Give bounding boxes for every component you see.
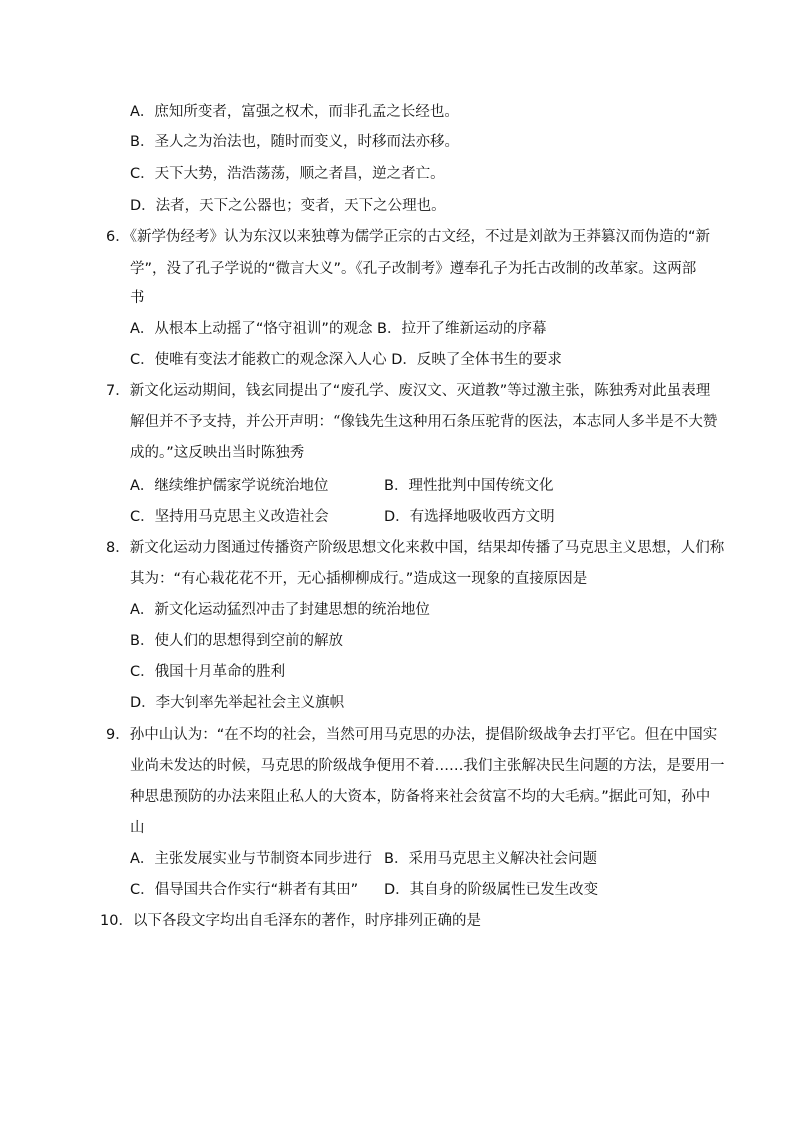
q9-stem-line3: 种思患预防的办法来阻止私人的大资本，防备将来社会贫富不均的大毛病。”据此可知，孙中: [130, 789, 711, 805]
q8-option-a: A．新文化运动猛烈冲击了封建思想的统治地位: [130, 602, 430, 618]
q5-option-d: D．法者，天下之公器也；变者，天下之公理也。: [130, 198, 446, 214]
q9-stem-line1: 9．孙中山认为：“在不均的社会，当然可用马克思的办法，提倡阶级战争去打平它。但在中国实: [106, 727, 718, 743]
q9-option-a: A．主张发展实业与节制资本同步进行: [130, 851, 372, 867]
q7-quote: “像钱先生这种用石条压驼背的医法，本志同人多半是不大赞: [333, 414, 718, 430]
q9-stem-line2: 业尚未发达的时候，马克思的阶级战争便用不着……我们主张解决民生问题的方法，是要用一: [130, 758, 725, 774]
q9-option-c: C．倡导国共合作实行“耕者有其田”: [130, 882, 359, 898]
q7-stem-line1: 7．新文化运动期间，钱玄同提出了“废孔学、废汉文、灭道教”等过激主张，陈独秀对此虽表理: [106, 383, 711, 399]
q7-stem-line3: 成的。”这反映出当时陈独秀: [130, 445, 305, 461]
q7-stem-line2-text: 解但并不予支持，并公开声明：: [130, 414, 333, 430]
q7-stem-line2: [130, 412, 717, 432]
q8-option-d: D．李大钊率先举起社会主义旗帜: [130, 695, 345, 711]
q6-options-cd: C．使唯有变法才能救亡的观念深入人心 D．反映了全体书生的要求: [130, 352, 562, 368]
q6-stem-line2: 学”，没了孔子学说的“微言大义”。《孔子改制考》遵奉孔子为托古改制的改革家。这两部: [130, 261, 697, 277]
q8-option-b: B．使人们的思想得到空前的解放: [130, 633, 343, 649]
q9-option-b: B．采用马克思主义解决社会问题: [384, 851, 597, 867]
q10-stem-line1: 10．以下各段文字均出自毛泽东的著作，时序排列正确的是: [100, 913, 481, 929]
q5-option-c: C．天下大势，浩浩荡荡，顺之者昌，逆之者亡。: [130, 166, 445, 182]
q5-option-b: B．圣人之为治法也，随时而变义，时移而法亦移。: [130, 134, 459, 150]
q7-option-d: D．有选择地吸收西方文明: [384, 509, 555, 525]
q7-option-c: C．坚持用马克思主义改造社会: [130, 509, 329, 525]
q6-stem-line1: 6．《新学伪经考》认为东汉以来独尊为儒学正宗的古文经，不过是刘歆为王莽篡汉而伪造的“新: [106, 229, 710, 245]
q8-option-c: C．俄国十月革命的胜利: [130, 664, 286, 680]
q6-stem-line3: 书: [130, 290, 145, 306]
q7-option-a: A．继续维护儒家学说统治地位: [130, 478, 329, 494]
q8-stem-line1: 8．新文化运动力图通过传播资产阶级思想文化来救中国，结果却传播了马克思主义思想，人们称: [106, 540, 725, 556]
q5-option-a: A．庶知所变者，富强之权术，而非孔孟之长经也。: [130, 104, 459, 120]
q6-options-ab: A．从根本上动摇了“恪守祖训”的观念 B．拉开了维新运动的序幕: [130, 321, 547, 337]
q9-option-d: D．其自身的阶级属性已发生改变: [384, 882, 599, 898]
q7-option-b: B．理性批判中国传统文化: [384, 478, 554, 494]
q8-stem-line2: 其为：“有心栽花花不开，无心插柳柳成行。”造成这一现象的直接原因是: [130, 571, 588, 587]
q9-stem-line4: 山: [130, 820, 145, 836]
